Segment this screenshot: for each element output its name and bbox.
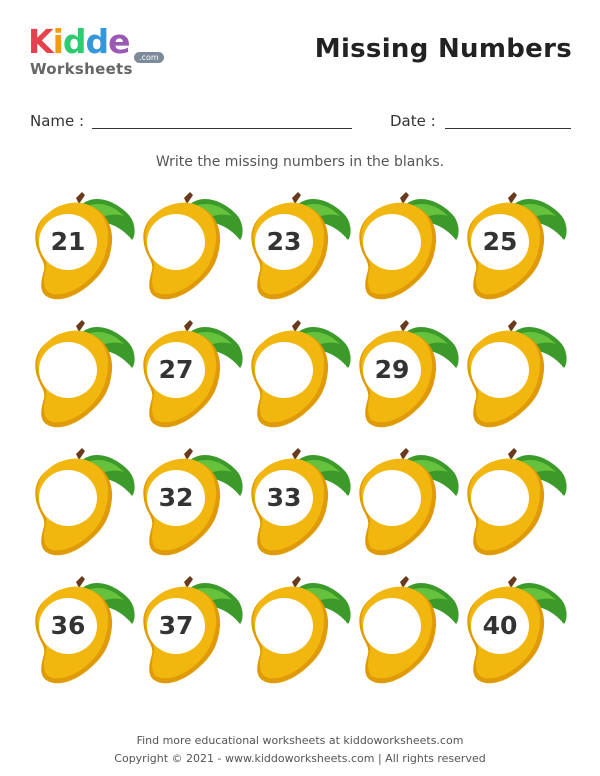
mango-blank-card[interactable] xyxy=(248,576,358,690)
logo-letter: e xyxy=(108,22,130,61)
number-label: 33 xyxy=(266,483,302,512)
blank-answer[interactable] xyxy=(42,478,94,518)
number-label: 37 xyxy=(158,611,194,640)
name-label: Name : xyxy=(30,112,85,130)
blank-answer[interactable] xyxy=(258,606,310,646)
blank-answer[interactable] xyxy=(366,606,418,646)
page-title: Missing Numbers xyxy=(314,34,572,64)
number-label: 32 xyxy=(158,483,194,512)
logo-subtitle: Worksheets xyxy=(30,60,133,78)
logo-badge: .com xyxy=(134,52,164,63)
number-label: 21 xyxy=(50,227,86,256)
number-label: 27 xyxy=(158,355,194,384)
logo-letter: i xyxy=(52,22,63,61)
logo-letter: d xyxy=(85,22,109,61)
mango-blank-card[interactable] xyxy=(32,320,142,434)
logo-letter: K xyxy=(28,22,53,61)
mango-blank-card[interactable] xyxy=(356,576,466,690)
blank-answer[interactable] xyxy=(474,478,526,518)
mango-number-card xyxy=(32,192,142,306)
footer-promo: Find more educational worksheets at kiddoworksheets.com xyxy=(136,734,464,747)
blank-answer[interactable] xyxy=(366,478,418,518)
blank-answer[interactable] xyxy=(474,350,526,390)
mango-number-card xyxy=(464,192,574,306)
mango-blank-card[interactable] xyxy=(464,448,574,562)
logo-letter: d xyxy=(62,22,86,61)
number-label: 36 xyxy=(50,611,86,640)
mango-blank-card[interactable] xyxy=(356,192,466,306)
mango-blank-card[interactable] xyxy=(248,320,358,434)
mango-blank-card[interactable] xyxy=(140,192,250,306)
mango-number-card xyxy=(32,576,142,690)
mango-blank-card[interactable] xyxy=(464,320,574,434)
mango-number-card xyxy=(140,448,250,562)
date-label: Date : xyxy=(390,112,436,130)
blank-answer[interactable] xyxy=(366,222,418,262)
number-label: 29 xyxy=(374,355,410,384)
footer-copyright: Copyright © 2021 - www.kiddoworksheets.com | All rights reserved xyxy=(114,752,486,765)
mango-blank-card[interactable] xyxy=(356,448,466,562)
mango-number-card xyxy=(464,576,574,690)
mango-number-card xyxy=(356,320,466,434)
blank-answer[interactable] xyxy=(150,222,202,262)
mango-blank-card[interactable] xyxy=(32,448,142,562)
blank-answer[interactable] xyxy=(258,350,310,390)
instruction-text: Write the missing numbers in the blanks. xyxy=(155,154,445,170)
number-label: 40 xyxy=(482,611,518,640)
mango-number-card xyxy=(248,448,358,562)
mango-number-card xyxy=(140,320,250,434)
mango-number-card xyxy=(140,576,250,690)
mango-number-card xyxy=(248,192,358,306)
number-label: 23 xyxy=(266,227,302,256)
number-label: 25 xyxy=(482,227,518,256)
blank-answer[interactable] xyxy=(42,350,94,390)
